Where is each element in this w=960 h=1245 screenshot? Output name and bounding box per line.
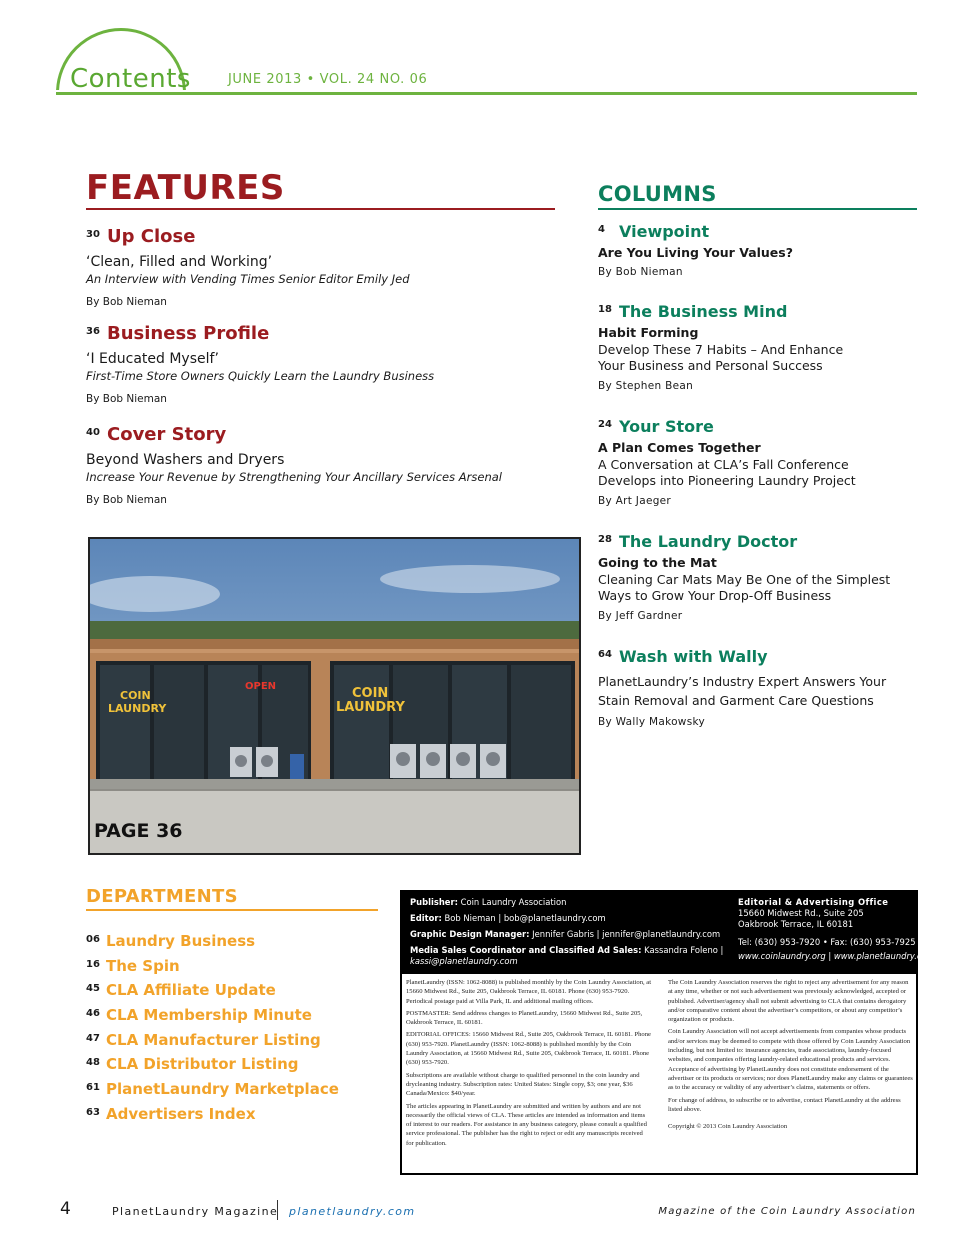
office-phone: Tel: (630) 953-7920 • Fax: (630) 953-7925 xyxy=(738,937,916,947)
sales-value: Kassandra Foleno | xyxy=(644,945,724,955)
svg-text:COIN: COIN xyxy=(120,689,151,702)
footer-association: Magazine of the Coin Laundry Association xyxy=(658,1206,916,1217)
department-page-number: 48 xyxy=(86,1057,100,1069)
departments-heading: DEPARTMENTS xyxy=(86,886,238,907)
department-item[interactable] xyxy=(86,1055,386,1080)
departments-rule xyxy=(86,909,378,911)
feature-page-number: 40 xyxy=(86,427,100,438)
column-title: A Plan Comes Together xyxy=(598,440,761,455)
department-item[interactable] xyxy=(86,981,386,1006)
column-byline: By Stephen Bean xyxy=(598,380,694,392)
office-websites[interactable]: www.coinlaundry.org | www.planetlaundry.com xyxy=(738,951,935,961)
sales-label: Media Sales Coordinator and Classified Ad Sales: xyxy=(410,945,642,955)
office-address-line: Oakbrook Terrace, IL 60181 xyxy=(738,919,854,929)
svg-text:OPEN: OPEN xyxy=(245,681,277,692)
masthead-legal-right xyxy=(668,978,914,1134)
column-subtitle-line: PlanetLaundry’s Industry Expert Answers Your xyxy=(598,674,887,689)
column-title: Are You Living Your Values? xyxy=(598,245,793,260)
masthead-staff-panel xyxy=(402,892,935,974)
department-label[interactable]: CLA Manufacturer Listing xyxy=(106,1030,321,1049)
column-section[interactable]: Your Store xyxy=(619,417,714,436)
footer-page-number: 4 xyxy=(60,1199,71,1219)
department-page-number: 47 xyxy=(86,1032,100,1044)
column-title: Habit Forming xyxy=(598,325,699,340)
office-address-line: 15660 Midwest Rd., Suite 205 xyxy=(738,908,864,918)
column-page-number: 4 xyxy=(598,224,605,235)
feature-title: Beyond Washers and Dryers xyxy=(86,452,285,468)
feature-title: ‘I Educated Myself’ xyxy=(86,351,219,367)
feature-byline: By Bob Nieman xyxy=(86,393,167,405)
legal-paragraph: POSTMASTER: Send address changes to PlanetLaundry, 15660 Midwest Rd., Suite 205, Oakbrook Terrace, IL 60181. xyxy=(406,1009,643,1027)
feature-item-cover-story[interactable] xyxy=(86,424,556,506)
feature-subtitle: An Interview with Vending Times Senior Editor Emily Jed xyxy=(86,272,410,286)
column-section[interactable]: Wash with Wally xyxy=(619,647,768,666)
feature-byline: By Bob Nieman xyxy=(86,296,167,308)
legal-paragraph: EDITORIAL OFFICES: 15660 Midwest Rd., Suite 205, Oakbrook Terrace, IL 60181. Phone (630) 953-7920. PlanetLaundry (ISSN: 1062-8088) is published monthly by the Coin Laundry Association, at 15660 Midwest Rd., Suite 205, Oakbrook Terrace, IL 60181. Phone (630) 953-7920. xyxy=(406,1031,651,1067)
column-section[interactable]: The Business Mind xyxy=(619,302,788,321)
legal-paragraph: Subscriptions are available without charge to qualified personnel in the coin laundry and drycleaning industry. Subscription rates: United States: Single copy, $3; one year, $36 Canada/Mexico: $40/year. xyxy=(406,1071,640,1098)
column-subtitle-line: Stain Removal and Garment Care Questions xyxy=(598,693,874,708)
graphic-design-label: Graphic Design Manager: xyxy=(410,929,530,939)
department-label[interactable]: Laundry Business xyxy=(106,932,256,950)
column-subtitle-line: Your Business and Personal Success xyxy=(598,358,823,373)
column-page-number: 24 xyxy=(598,419,612,430)
feature-section[interactable]: Cover Story xyxy=(107,424,227,445)
columns-heading: COLUMNS xyxy=(598,182,717,206)
column-item-laundry-doctor[interactable] xyxy=(598,532,918,622)
feature-subtitle: First-Time Store Owners Quickly Learn the Laundry Business xyxy=(86,369,435,383)
feature-section[interactable]: Business Profile xyxy=(107,323,270,344)
office-label: Editorial & Advertising Office xyxy=(738,897,889,907)
column-page-number: 18 xyxy=(598,304,612,315)
column-byline: By Wally Makowsky xyxy=(598,716,705,728)
column-byline: By Bob Nieman xyxy=(598,266,683,278)
department-page-number: 63 xyxy=(86,1106,100,1118)
legal-paragraph: Coin Laundry Association will not accept advertisements from companies whose products and/or services may be deemed to compete with those offered by Coin Laundry Association including, but not limited to: insurance agencies, trade associations, laundry-focused websites, and companies offering laundry-related educational products and services. Acceptance of advertising by PlanetLaundry does not constitute endorsement of the advertiser or its products or services; nor does PlanetLaundry make any claims or guarantees as to the accuracy or validity of any advertiser’s claims, statements or offers. xyxy=(668,1028,913,1092)
feature-item-up-close[interactable] xyxy=(86,226,556,308)
footer-divider xyxy=(277,1200,278,1220)
department-item[interactable] xyxy=(86,1105,386,1130)
svg-text:COIN: COIN xyxy=(352,686,389,701)
graphic-design-value[interactable]: Jennifer Gabris | jennifer@planetlaundry.com xyxy=(532,929,721,939)
department-page-number: 45 xyxy=(86,983,100,995)
svg-text:LAUNDRY: LAUNDRY xyxy=(108,702,167,715)
department-label[interactable]: Advertisers Index xyxy=(106,1104,256,1123)
department-label[interactable]: CLA Affiliate Update xyxy=(106,981,276,1000)
column-section[interactable]: The Laundry Doctor xyxy=(619,532,798,551)
column-item-viewpoint[interactable] xyxy=(598,222,918,278)
column-byline: By Jeff Gardner xyxy=(598,610,683,622)
department-page-number: 16 xyxy=(86,958,100,970)
column-item-wash-with-wally[interactable] xyxy=(598,647,918,728)
column-subtitle-line: Develop These 7 Habits – And Enhance xyxy=(598,342,844,357)
photo-caption: PAGE 36 xyxy=(94,820,183,842)
feature-subtitle: Increase Your Revenue by Strengthening Your Ancillary Services Arsenal xyxy=(86,470,502,484)
editor-label: Editor: xyxy=(410,913,442,923)
svg-text:LAUNDRY: LAUNDRY xyxy=(336,700,405,715)
feature-page-number: 30 xyxy=(86,229,100,240)
department-item[interactable] xyxy=(86,1031,386,1056)
footer-magazine-name: PlanetLaundry Magazine xyxy=(112,1205,279,1218)
columns-rule xyxy=(598,208,917,210)
page-title: Contents xyxy=(70,64,191,94)
column-byline: By Art Jaeger xyxy=(598,495,672,507)
column-page-number: 64 xyxy=(598,649,612,660)
laundromat-storefront-illustration xyxy=(90,539,579,853)
legal-paragraph: PlanetLaundry (ISSN: 1062-8088) is published monthly by the Coin Laundry Association, at 15660 Midwest Rd., Suite 205, Oakbrook Terrace, IL 60181. Phone (630) 953-7920. Periodical postage paid at Villa Park, IL and additional mailing offices. xyxy=(406,979,652,1005)
footer-website-link[interactable]: planetlaundry.com xyxy=(289,1205,416,1218)
department-label[interactable]: PlanetLaundry Marketplace xyxy=(106,1080,339,1099)
department-item[interactable] xyxy=(86,932,386,957)
masthead-box xyxy=(400,890,935,1175)
features-heading: FEATURES xyxy=(86,168,285,208)
sales-email[interactable]: kassi@planetlaundry.com xyxy=(410,956,518,966)
department-page-number: 46 xyxy=(86,1008,100,1020)
department-item[interactable] xyxy=(86,1006,386,1031)
feature-section[interactable]: Up Close xyxy=(107,226,196,247)
features-rule xyxy=(86,208,555,210)
laundromat-photo[interactable] xyxy=(88,537,581,855)
legal-paragraph: For change of address, to subscribe or to advertise, contact PlanetLaundry at the address listed above. xyxy=(668,1096,901,1113)
departments-list xyxy=(86,932,386,1130)
column-subtitle-line: A Conversation at CLA’s Fall Conference xyxy=(598,457,849,472)
department-page-number: 61 xyxy=(86,1082,100,1094)
column-item-your-store[interactable] xyxy=(598,417,918,507)
feature-item-business-profile[interactable] xyxy=(86,323,556,405)
department-label[interactable]: CLA Distributor Listing xyxy=(106,1055,299,1074)
department-item[interactable] xyxy=(86,957,386,982)
department-page-number: 06 xyxy=(86,934,100,945)
column-title: Going to the Mat xyxy=(598,555,717,570)
feature-byline: By Bob Nieman xyxy=(86,494,167,506)
column-page-number: 28 xyxy=(598,534,612,545)
publisher-value: Coin Laundry Association xyxy=(460,897,567,907)
column-section[interactable]: Viewpoint xyxy=(619,222,710,241)
publisher-label: Publisher: xyxy=(410,897,458,907)
copyright-notice: Copyright © 2013 Coin Laundry Association xyxy=(668,1123,788,1131)
column-subtitle-line: Ways to Grow Your Drop-Off Business xyxy=(598,588,832,603)
department-label[interactable]: CLA Membership Minute xyxy=(106,1006,312,1025)
issue-info: JUNE 2013 • VOL. 24 NO. 06 xyxy=(228,72,428,87)
legal-paragraph: The Coin Laundry Association reserves the right to reject any advertisement for any reason at any time, whether or not such advertisement was previously acknowledged, accepted or published. Advertiser/agency shall not submit advertising to CLA that contains derogatory and/or comparative content about the advertiser’s competitors, or about any competitor’s organization or products. xyxy=(668,979,909,1024)
column-subtitle-line: Cleaning Car Mats May Be One of the Simplest xyxy=(598,572,891,587)
legal-paragraph: The articles appearing in PlanetLaundry are submitted and written by authors and are not necessarily the official views of CLA. These articles are intended as information and items of interest to our readers. For assistance in any business category, please consult a qualified service professional. The publisher has the right to reject or edit any manuscripts received for publication. xyxy=(406,1102,647,1147)
feature-page-number: 36 xyxy=(86,326,100,337)
column-item-business-mind[interactable] xyxy=(598,302,918,392)
feature-title: ‘Clean, Filled and Working’ xyxy=(86,254,273,270)
department-item[interactable] xyxy=(86,1080,386,1105)
column-subtitle-line: Develops into Pioneering Laundry Project xyxy=(598,473,856,488)
editor-value[interactable]: Bob Nieman | bob@planetlaundry.com xyxy=(444,913,606,923)
department-label[interactable]: The Spin xyxy=(106,956,180,975)
masthead-legal-left xyxy=(406,978,652,1151)
